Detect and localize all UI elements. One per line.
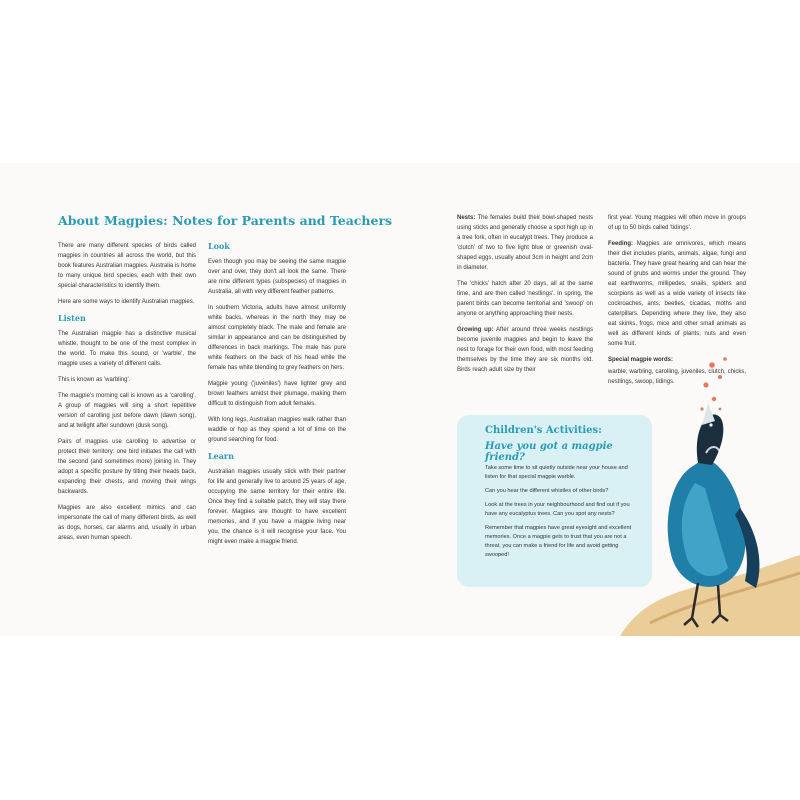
activities-list	[485, 464, 637, 565]
nests-text: The females build their bowl-shaped nests using sticks and generally choose a spot high up in a tree fork, often in eucalypt trees. They produce a 'clutch' of two to five light blue or greenish oval-shaped eggs, usually about 3cm in height and 2cm in diameter.	[457, 215, 593, 271]
activity-item: Look at the trees in your neighbourhood and find out if you have any eucalyptus trees. Can you spot any nests?	[485, 502, 630, 517]
look-paragraph: Even though you may be seeing the same magpie over and over, they don't all look the same. There are nine different types (subspecies) of magpies in Australia, all with very different feather patterns.	[208, 259, 346, 295]
listen-paragraph: Pairs of magpies use carolling to advertise or protect their territory: one bird initiates the call with the second (and sometimes more) joining in. They adopt a specific posture by tilting their heads back, expanding their chests, and moving their wings backwards.	[58, 439, 196, 495]
growing-up-label: Growing up:	[457, 327, 494, 333]
song-notes	[700, 357, 726, 410]
nests-label: Nests:	[457, 215, 476, 221]
listen-paragraph: Magpies are also excellent mimics and can impersonate the call of many different birds, as well as dogs, horses, car alarms and, usually in urban areas, even human speech.	[58, 505, 196, 541]
book-spread	[0, 163, 800, 636]
page-title: About Magpies: Notes for Parents and Teachers	[58, 213, 393, 228]
listen-paragraph: This is known as 'warbling'.	[58, 377, 131, 383]
activity-item: Take some time to sit quietly outside near your house and listen for that special magpie warble.	[485, 465, 628, 480]
intro-paragraph: There are many different species of birds called magpies in countries all across the world, but this book features Australian magpies. Australia is home to many unique bird species, each with their own special characteristics to identify them.	[58, 243, 196, 289]
activities-box	[457, 415, 652, 587]
chicks-paragraph: The 'chicks' hatch after 20 days, all at the same time, and are then called 'nestlings'. In spring, the parent birds can become territorial and 'swoop' on anyone or anything approaching their nests.	[457, 281, 593, 317]
nests-paragraph	[457, 213, 593, 273]
special-words-label: Special magpie words:	[608, 357, 674, 363]
growing-up-paragraph	[457, 325, 593, 375]
middle-column	[208, 241, 346, 553]
listen-paragraph: The Australian magpie has a distinctive musical whistle, thought to be one of the most complex in the world. To make this sound, or 'warble', the magpie uses a variety of different calls.	[58, 331, 196, 367]
left-column	[58, 241, 196, 549]
activities-subtitle: Have you got a magpie friend?	[485, 441, 613, 463]
activities-title: Children's Activities:	[485, 425, 602, 436]
growing-up-text: After around three weeks nestlings become juvenile magpies and begin to leave the nest to forage for their own food, with most feeding themselves by the time they are six months old. Birds reach adult size by their	[457, 327, 593, 373]
learn-paragraph: Australian magpies usually stick with their partner for life and generally live to around 25 years of age, occupying the same territory for their entire life. Once they find a suitable patch, they will stay there forever. Magpies are thought to have excellent memories, and if you have a magpie living near you, the chance is it will recognise your face. You might even make a magpie friend.	[208, 469, 346, 545]
listen-paragraph: The magpie's morning call is known as a 'carolling'. A group of magpies will sing a short repetitive version of carolling just before dawn (dawn song), and at twilight after sundown (dusk song).	[58, 393, 196, 429]
feeding-label: Feeding:	[608, 241, 633, 247]
learn-heading: Learn	[208, 451, 234, 461]
listen-heading: Listen	[58, 313, 86, 323]
activity-item: Remember that magpies have great eyesight and excellent memories. Once a magpie gets to trust that you are not a threat, you can make a friend for life and avoid getting swooped!	[485, 525, 632, 558]
look-heading: Look	[208, 241, 230, 251]
look-paragraph: With long legs, Australian magpies walk rather than waddle or hop as they spend a lot of time on the ground searching for food.	[208, 417, 346, 443]
special-words-text: warble, warbling, carolling, juveniles, clutch, chicks, nestlings, swoop, tidings.	[608, 369, 746, 385]
feeding-text: Magpies are omnivores, which means their diet includes plants, animals, algae, fungi and bacteria. They have great hearing and can hear the sound of grubs and worms under the ground. They eat earthworms, millipedes, snails, spiders and scorpions as well as a wide variety of insects like cockroaches, ants, beetles, cicadas, moths and caterpillars. Depending where they live, they also eat skinks, frogs, mice and other small animals as well as different kinds of plants, nuts and even some fruit.	[608, 241, 746, 347]
look-paragraph: In southern Victoria, adults have almost uniformly white backs, whereas in the north they may be almost completely black. The male and female are similar in appearance and can be distinguished by differences in back markings. The male has pure white feathers on the back of his head while the female has white blending to grey feathers on hers.	[208, 305, 346, 371]
look-paragraph: Magpie young ('juveniles') have lighter grey and brown feathers amidst their plumage, making them difficult to distinguish from adult females.	[208, 381, 346, 407]
intro-paragraph: Here are some ways to identify Australian magpies.	[58, 299, 195, 305]
first-year-paragraph: first year. Young magpies will often move in groups of up to 50 birds called 'tidings'.	[608, 215, 746, 231]
right-column-1	[457, 213, 593, 381]
activity-item: Can you hear the different whistles of other birds?	[485, 488, 609, 494]
